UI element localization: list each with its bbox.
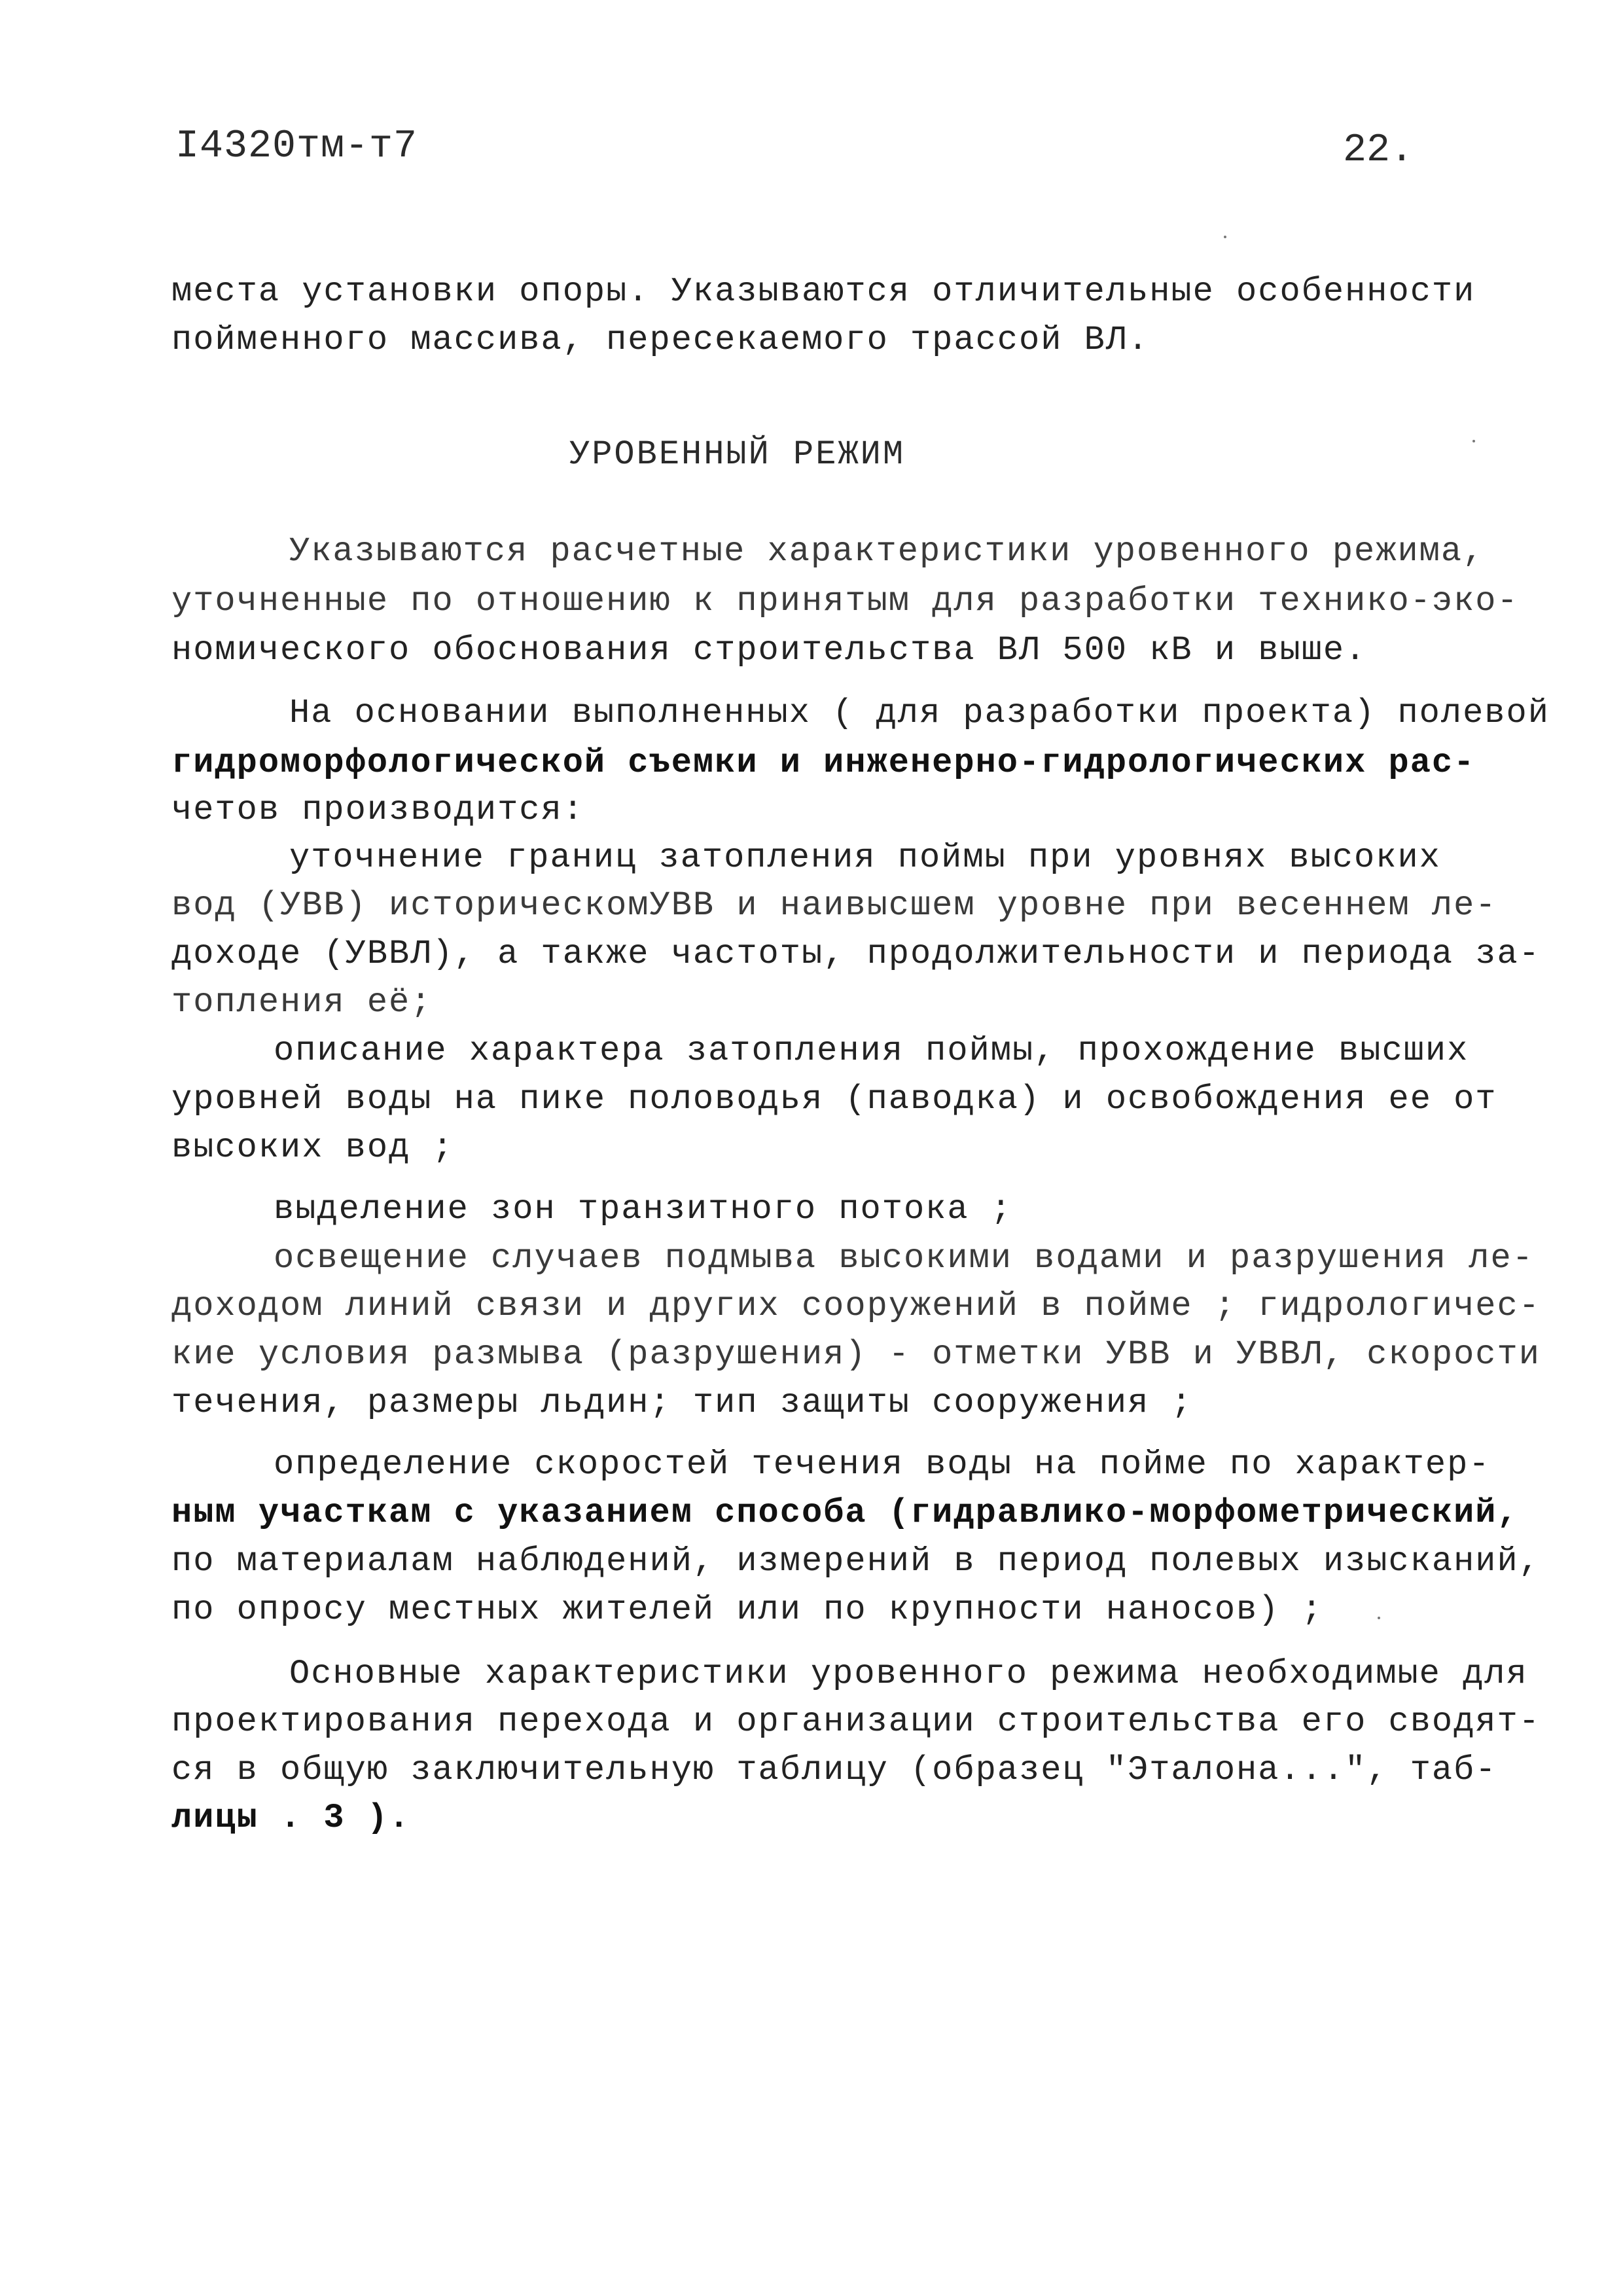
text-line: определение скоростей течения воды на пойме по характер-	[274, 1445, 1491, 1484]
text-line: ся в общую заключительную таблицу (образец "Эталона...", таб-	[171, 1751, 1497, 1789]
text-line: четов производится:	[171, 791, 584, 829]
scan-speck	[1378, 1617, 1380, 1619]
text-line: вод (УВВ) историческомУВВ и наивысшем уровне при весеннем ле-	[171, 886, 1497, 925]
text-line: доходе (УВВЛ), а также частоты, продолжительности и периода за-	[171, 935, 1541, 973]
text-line: кие условия размыва (разрушения) - отметки УВВ и УВВЛ, скорости	[171, 1335, 1541, 1374]
scan-speck	[1472, 440, 1475, 442]
text-line: описание характера затопления поймы, прохождение высших	[274, 1031, 1469, 1070]
text-line: уровней воды на пике половодья (паводка) и освобождения ее от	[171, 1080, 1497, 1119]
text-line: Основные характеристики уровенного режима необходимые для	[289, 1655, 1528, 1693]
text-line: уточненные по отношению к принятым для разработки технико-эко-	[171, 582, 1519, 620]
page-number: 22.	[1343, 128, 1414, 173]
text-line: номического обоснования строительства ВЛ 500 кВ и выше.	[171, 631, 1367, 670]
text-line: по опросу местных жителей или по крупности наносов) ;	[171, 1590, 1323, 1629]
text-line: места установки опоры. Указываются отличительные особенности	[171, 272, 1476, 311]
text-line: На основании выполненных ( для разработки проекта) полевой	[289, 694, 1550, 732]
text-line: высоких вод ;	[171, 1128, 454, 1167]
document-code: I4320тм-т7	[175, 124, 418, 169]
text-line: пойменного массива, пересекаемого трассой ВЛ.	[171, 321, 1150, 359]
text-line: по материалам наблюдений, измерений в период полевых изысканий,	[171, 1542, 1541, 1581]
text-line: проектирования перехода и организации строительства его сводят-	[171, 1702, 1541, 1741]
text-line: освещение случаев подмыва высокими водами и разрушения ле-	[274, 1239, 1534, 1278]
section-title: УРОВЕННЫЙ РЕЖИМ	[569, 435, 906, 474]
text-line: уточнение границ затопления поймы при уровнях высоких	[289, 838, 1441, 877]
text-line: доходом линий связи и других сооружений в пойме ; гидрологичес-	[171, 1287, 1541, 1325]
text-line: выделение зон транзитного потока ;	[274, 1190, 1012, 1229]
text-line: гидроморфологической съемки и инженерно-гидрологических рас-	[171, 744, 1476, 782]
text-line: ным участкам с указанием способа (гидравлико-морфометрический,	[171, 1494, 1519, 1532]
text-line: Указываются расчетные характеристики уровенного режима,	[289, 532, 1485, 571]
text-line: лицы . 3 ).	[171, 1799, 411, 1837]
text-line: топления её;	[171, 983, 433, 1022]
text-line: течения, размеры льдин; тип защиты сооружения ;	[171, 1384, 1193, 1422]
scan-speck	[1224, 236, 1226, 238]
